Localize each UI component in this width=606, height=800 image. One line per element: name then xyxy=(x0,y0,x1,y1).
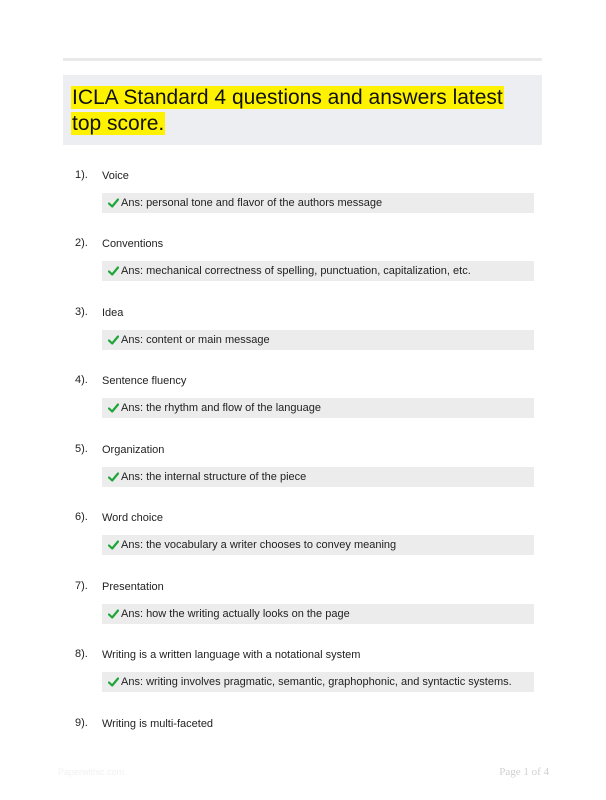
top-divider xyxy=(63,58,542,61)
page-title-text: ICLA Standard 4 questions and answers latest top score. xyxy=(72,86,503,135)
question-number: 8). xyxy=(75,648,88,660)
question-text: Organization xyxy=(102,444,165,456)
qa-item xyxy=(63,442,542,504)
check-icon xyxy=(108,677,119,687)
qa-item xyxy=(63,305,542,367)
answer-text: Ans: writing involves pragmatic, semantic, graphophonic, and syntactic systems. xyxy=(121,676,512,688)
question-text: Word choice xyxy=(102,512,163,524)
question-number: 5). xyxy=(75,443,88,455)
check-icon xyxy=(108,266,119,276)
answer-box xyxy=(102,261,534,281)
qa-item xyxy=(63,647,542,709)
question-text: Sentence fluency xyxy=(102,375,187,387)
answer-box xyxy=(102,467,534,487)
question-text: Presentation xyxy=(102,581,164,593)
answer-box xyxy=(102,398,534,418)
question-number: 9). xyxy=(75,717,88,729)
question-number: 3). xyxy=(75,306,88,318)
answer-text: Ans: mechanical correctness of spelling, punctuation, capitalization, etc. xyxy=(121,265,471,277)
question-number: 7). xyxy=(75,580,88,592)
answer-text: Ans: the vocabulary a writer chooses to convey meaning xyxy=(121,539,397,551)
question-number: 2). xyxy=(75,237,88,249)
question-text: Idea xyxy=(102,307,124,319)
answer-box xyxy=(102,193,534,213)
check-icon xyxy=(108,472,119,482)
question-number: 6). xyxy=(75,511,88,523)
page-title xyxy=(71,85,521,137)
title-banner xyxy=(63,75,542,145)
check-icon xyxy=(108,609,119,619)
qa-item xyxy=(63,510,542,572)
answer-text: Ans: the rhythm and flow of the language xyxy=(121,402,321,414)
question-number: 1). xyxy=(75,169,88,181)
question-text: Writing is multi-faceted xyxy=(102,718,214,730)
check-icon xyxy=(108,198,119,208)
answer-text: Ans: how the writing actually looks on the page xyxy=(121,608,350,620)
answer-box xyxy=(102,672,534,692)
qa-item xyxy=(63,236,542,298)
question-number: 4). xyxy=(75,374,88,386)
qa-item xyxy=(63,373,542,435)
check-icon xyxy=(108,403,119,413)
answer-box xyxy=(102,330,534,350)
answer-text: Ans: personal tone and flavor of the authors message xyxy=(121,197,383,209)
question-text: Writing is a written language with a notational system xyxy=(102,649,361,661)
check-icon xyxy=(108,540,119,550)
watermark: Paperwithic.com xyxy=(58,767,125,777)
answer-box xyxy=(102,535,534,555)
question-text: Conventions xyxy=(102,238,164,250)
qa-item xyxy=(63,716,542,740)
check-icon xyxy=(108,335,119,345)
answer-text: Ans: content or main message xyxy=(121,334,270,346)
answer-text: Ans: the internal structure of the piece xyxy=(121,471,307,483)
page-number: Page 1 of 4 xyxy=(499,766,549,778)
qa-item xyxy=(63,168,542,230)
question-text: Voice xyxy=(102,170,129,182)
answer-box xyxy=(102,604,534,624)
qa-item xyxy=(63,579,542,641)
